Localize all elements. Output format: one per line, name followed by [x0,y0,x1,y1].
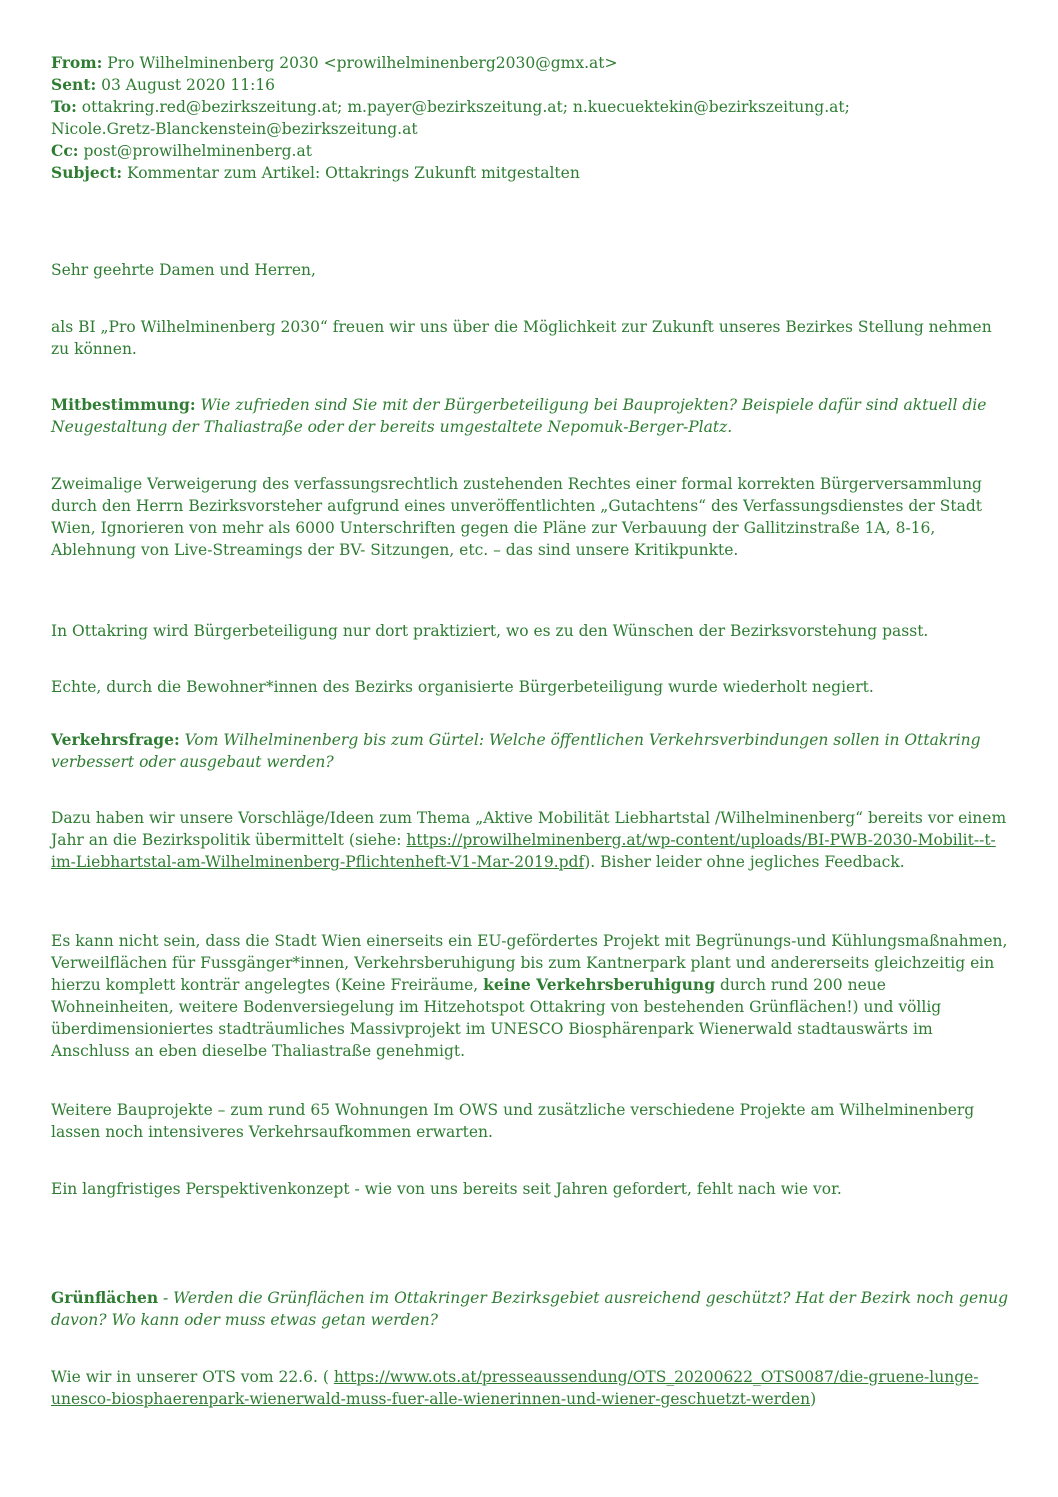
email-header [51,52,1011,184]
ots-press-release-link[interactable]: https://www.ots.at/presseaussendung/OTS_20200622_OTS0087/die-gruene-lunge-unesco-biosphaerenpark-wienerwald-muss-fuer-alle-wienerinnen-und-wiener-geschuetzt-werden [51,1368,979,1408]
subject-value: Kommentar zum Artikel: Ottakrings Zukunft mitgestalten [127,164,580,182]
paragraph-ots [51,1366,1013,1410]
paragraph-mobilitaet [51,807,1013,873]
mobility-document-link[interactable]: https://prowilhelminenberg.at/wp-content/uploads/BI-PWB-2030-Mobilit--t-im-Liebhartstal-am-Wilhelminenberg-Pflichtenheft-V1-Mar-2019.pdf [51,831,996,871]
greeting: Sehr geehrte Damen und Herren, [51,261,316,279]
question-mitbestimmung [51,394,1013,438]
paragraph-perspektive: Ein langfristiges Perspektivenkonzept - wie von uns bereits seit Jahren gefordert, fehlt nach wie vor. [51,1180,842,1198]
question-text: Vom Wilhelminenberg bis zum Gürtel: Welche öffentlichen Verkehrsverbindungen sollen in Ottakring verbessert oder ausgebaut werden? [51,731,981,771]
cc-label: Cc: [51,141,79,160]
to-row-continued [51,118,1011,140]
paragraph-text: Dazu haben wir unsere Vorschläge/Ideen zum Thema „Aktive Mobilität Liebhartstal /Wilhelminenberg“ bereits vor einem Jahr an die Bezirkspolitik übermittelt (siehe: [51,809,1007,849]
to-row [51,96,1011,118]
subject-row [51,162,1011,184]
paragraph-text: Wie wir in unserer OTS vom 22.6. ( [51,1368,334,1386]
sent-row [51,74,1011,96]
paragraph-negiert: Echte, durch die Bewohner*innen des Bezirks organisierte Bürgerbeteiligung wurde wiederholt negiert. [51,678,874,696]
question-gruenflaechen [51,1287,1013,1331]
intro-paragraph: als BI „Pro Wilhelminenberg 2030“ freuen wir uns über die Möglichkeit zur Zukunft unseres Bezirkes Stellung nehmen zu können. [51,318,992,358]
from-value: Pro Wilhelminenberg 2030 <prowilhelminenberg2030@gmx.at> [107,54,618,72]
paragraph-bauprojekte: Weitere Bauprojekte – zum rund 65 Wohnungen Im OWS und zusätzliche verschiedene Projekte am Wilhelminenberg lassen noch intensiveres Verkehrsaufkommen erwarten. [51,1101,975,1141]
paragraph-buergerbeteiligung: In Ottakring wird Bürgerbeteiligung nur dort praktiziert, wo es zu den Wünschen der Bezirksvorstehung passt. [51,622,929,640]
sent-value: 03 August 2020 11:16 [101,76,276,94]
paragraph-kritik: Zweimalige Verweigerung des verfassungsrechtlich zustehenden Rechtes einer formal korrekten Bürgerversammlung durch den Herrn Bezirksvorsteher aufgrund eines unveröffentlichten „Gutachtens“ des Verfassungsdienstes der Stadt Wien, Ignorieren von mehr als 6000 Unterschriften gegen die Pläne zur Verbauung der Gallitzinstraße 1A, 8-16, Ablehnung von Live-Streamings der BV- Sitzungen, etc. – das sind unsere Kritikpunkte. [51,475,983,559]
paragraph-text: ) [810,1390,817,1408]
paragraph-text: Es kann nicht sein, dass die Stadt Wien einerseits ein EU-gefördertes Projekt mit Begrünungs-und Kühlungsmaßnahmen, Verweilflächen für Fussgänger*innen, Verkehrsberuhigung bis zum Kantnerpark plant und andererseits gleichzeitig ein hierzu komplett konträr angelegtes (Keine Freiräume, [51,932,1008,994]
question-label: Verkehrsfrage: [51,730,180,749]
paragraph-thaliastrasse [51,930,1013,1062]
paragraph-text: ). Bisher leider ohne jegliches Feedback. [584,853,905,871]
to-label: To: [51,97,77,116]
from-label: From: [51,53,103,72]
emphasis-text: keine Verkehrsberuhigung [483,975,716,994]
cc-value: post@prowilhelminenberg.at [83,142,312,160]
from-row [51,52,1011,74]
sent-label: Sent: [51,75,97,94]
cc-row [51,140,1011,162]
question-text: Wie zufrieden sind Sie mit der Bürgerbeteiligung bei Bauprojekten? Beispiele dafür sind aktuell die Neugestaltung der Thaliastraße oder der bereits umgestaltete Nepomuk-Berger-Platz. [51,396,987,436]
to-value-line2: Nicole.Gretz-Blanckenstein@bezirkszeitung.at [51,120,418,138]
question-text: - Werden die Grünflächen im Ottakringer Bezirksgebiet ausreichend geschützt? Hat der Bezirk noch genug davon? Wo kann oder muss etwas getan werden? [51,1289,1008,1329]
question-verkehrsfrage [51,729,1013,773]
question-label: Mitbestimmung: [51,395,196,414]
subject-label: Subject: [51,163,123,182]
paragraph-text: durch rund 200 neue Wohneinheiten, weitere Bodenversiegelung im Hitzehotspot Ottakring von bestehenden Grünflächen!) und völlig überdimensioniertes stadträumliches Massivprojekt im UNESCO Biosphärenpark Wienerwald stadtauswärts im Anschluss an eben dieselbe Thaliastraße genehmigt. [51,976,942,1060]
question-label: Grünflächen [51,1288,159,1307]
to-value-line1: ottakring.red@bezirkszeitung.at; m.payer@bezirkszeitung.at; n.kuecuektekin@bezirkszeitung.at; [81,98,850,116]
